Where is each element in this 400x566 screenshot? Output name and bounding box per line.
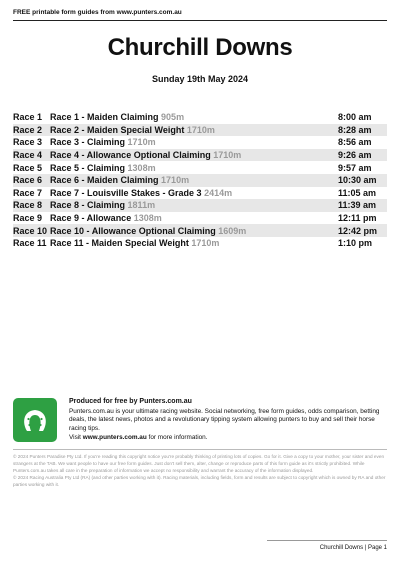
race-name: Race 10 - Allowance Optional Claiming	[50, 225, 216, 236]
race-title	[50, 137, 338, 147]
race-number: Race 8	[13, 200, 43, 211]
promo-title: Produced for free by Punters.com.au	[69, 398, 192, 405]
visit-suffix: for more information.	[146, 433, 208, 441]
race-title	[50, 200, 338, 210]
race-number: Race 10	[13, 225, 48, 236]
race-time: 12:11 pm	[338, 213, 377, 224]
punters-link[interactable]: www.punters.com.au	[82, 433, 147, 441]
page-footer: Churchill Downs | Page 1	[267, 540, 387, 551]
race-title	[50, 163, 338, 173]
promo-visit-line	[69, 434, 387, 443]
race-time: 9:26 am	[338, 150, 372, 161]
race-row	[13, 212, 387, 225]
race-title	[50, 238, 338, 248]
race-title	[50, 226, 338, 236]
race-row	[13, 149, 387, 162]
race-number: Race 2	[13, 124, 43, 135]
copyright-punters: © 2024 Punters Paradise Pty Ltd. If you're reading this copyright notice you're probably thinking of printing lots of copies. Go for it. Give a copy to your mother, your sister and even strangers at the TAB. We want people to have our free form guides. Just don't sell them, alter, change or reproduce parts of this form guide as it's strictly prohibited. While Punters.com.au takes all care in the preparation of information we accept no responsibility and warrant the accuracy of the information displayed.	[13, 454, 385, 473]
race-name: Race 7 - Louisville Stakes - Grade 3	[50, 187, 202, 198]
race-title	[50, 125, 338, 135]
race-distance: 1710m	[213, 150, 242, 161]
copyright-racing-australia: © 2024 Racing Australia Pty Ltd (RA) (and other parties working with it). Racing materials, including fields, form and results are subject to copyright which is owned by RA and other parties working with it.	[13, 474, 386, 487]
race-time: 10:30 am	[338, 175, 377, 186]
top-banner: FREE printable form guides from www.punters.com.au	[13, 9, 387, 21]
race-row	[13, 237, 387, 250]
race-number: Race 3	[13, 137, 43, 148]
race-name: Race 11 - Maiden Special Weight	[50, 238, 189, 249]
race-number: Race 9	[13, 213, 43, 224]
race-row	[13, 136, 387, 149]
race-distance: 1710m	[191, 238, 220, 249]
race-name: Race 5 - Claiming	[50, 162, 126, 173]
race-distance: 1811m	[127, 200, 156, 211]
race-time: 11:39 am	[338, 200, 377, 211]
race-time: 11:05 am	[338, 187, 377, 198]
race-title	[50, 213, 338, 223]
race-name: Race 6 - Maiden Claiming	[50, 175, 159, 186]
race-row	[13, 161, 387, 174]
race-title	[50, 150, 338, 160]
race-list	[13, 111, 387, 250]
race-time: 9:57 am	[338, 162, 372, 173]
race-distance: 2414m	[204, 187, 233, 198]
race-name: Race 2 - Maiden Special Weight	[50, 124, 185, 135]
promo-block	[13, 398, 387, 443]
race-time: 8:00 am	[338, 112, 372, 123]
horseshoe-icon	[13, 398, 57, 442]
race-name: Race 4 - Allowance Optional Claiming	[50, 150, 211, 161]
race-distance: 1710m	[161, 175, 190, 186]
page-title: Churchill Downs	[107, 34, 293, 61]
race-number: Race 4	[13, 150, 43, 161]
race-row	[13, 187, 387, 200]
race-time: 12:42 pm	[338, 225, 378, 236]
race-number: Race 11	[13, 238, 47, 249]
race-distance: 1609m	[218, 225, 247, 236]
race-row	[13, 199, 387, 212]
race-name: Race 1 - Maiden Claiming	[50, 112, 159, 123]
race-distance: 1710m	[186, 124, 215, 135]
race-name: Race 3 - Claiming	[50, 137, 126, 148]
race-time: 1:10 pm	[338, 238, 373, 249]
race-distance: 905m	[161, 112, 185, 123]
meeting-date: Sunday 19th May 2024	[151, 74, 249, 84]
race-distance: 1308m	[127, 162, 156, 173]
race-number: Race 7	[13, 187, 43, 198]
race-number: Race 5	[13, 162, 43, 173]
race-time: 8:28 am	[338, 124, 372, 135]
race-number: Race 6	[13, 175, 43, 186]
race-row	[13, 224, 387, 237]
race-distance: 1308m	[133, 213, 162, 224]
promo-body: Punters.com.au is your ultimate racing website. Social networking, free form guides, odds comparison, betting deals, the latest news, photos and a revolutionary tipping system allowing punters to buy and sell their horse racing tips.	[69, 407, 380, 433]
race-title	[50, 112, 338, 122]
visit-prefix: Visit	[69, 433, 83, 441]
race-row	[13, 174, 387, 187]
legal-notice	[13, 449, 387, 489]
race-title	[50, 175, 338, 185]
race-time: 8:56 am	[338, 137, 372, 148]
race-title	[50, 188, 338, 198]
race-name: Race 9 - Allowance	[50, 213, 132, 224]
race-distance: 1710m	[127, 137, 156, 148]
race-name: Race 8 - Claiming	[50, 200, 126, 211]
race-number: Race 1	[13, 112, 43, 123]
race-row	[13, 124, 387, 137]
race-row	[13, 111, 387, 124]
